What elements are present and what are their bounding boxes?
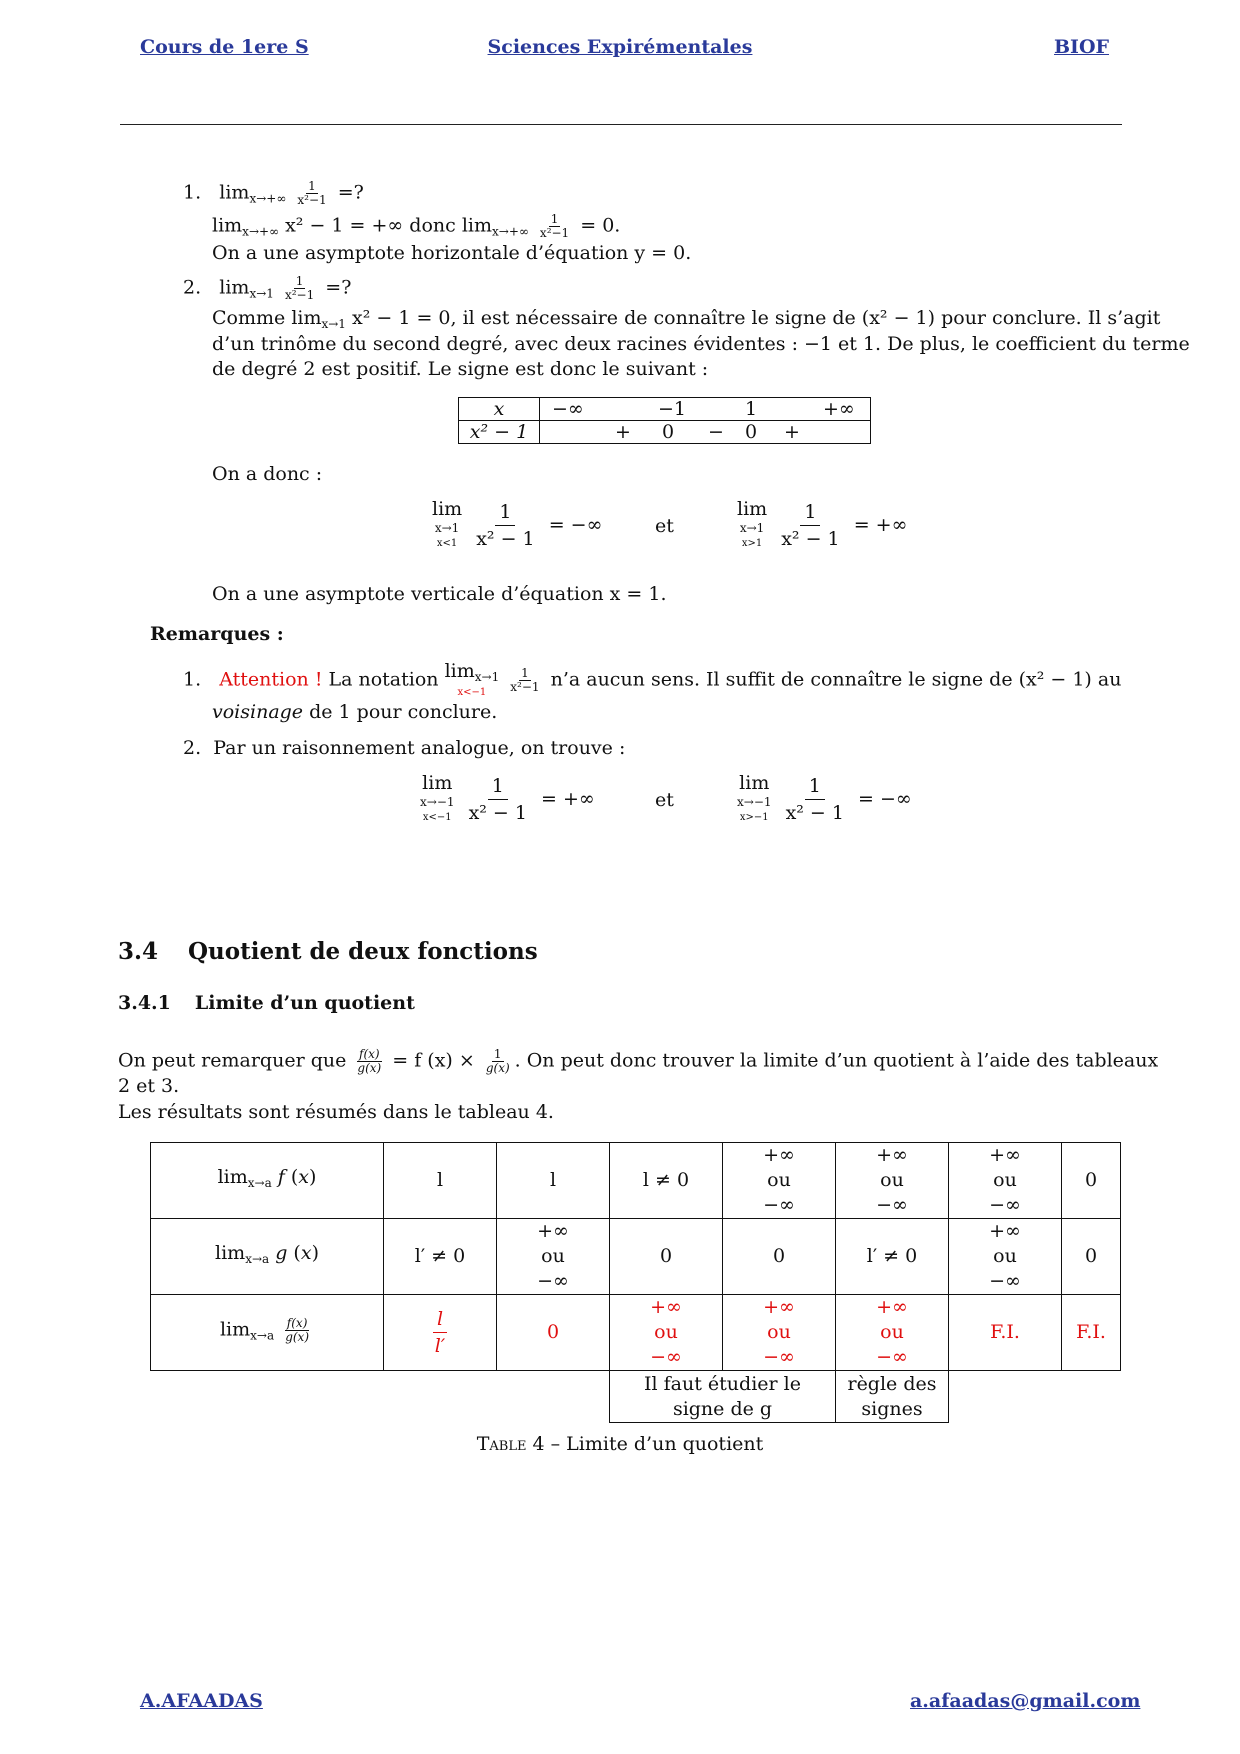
cell-line: +∞ [763, 1296, 795, 1318]
cell-line: ou [541, 1245, 565, 1267]
table-cell [610, 1295, 723, 1371]
limit-right-1: lim x→1 x>1 $\frac{1}{\text{x² − 1}}$ = +∞ [737, 498, 908, 550]
cell-line: −∞ [763, 1346, 795, 1368]
section-paragraph-1: On peut remarquer que $\frac{f(x)}{g(x)}$ = f (x) × $\frac{1}{g(x)}$ . On peut donc trouver la limite d’un quotient à l’aide des tableaux [118, 1047, 1159, 1075]
header-course[interactable]: Cours de 1ere S [140, 36, 309, 58]
on-a-donc: On a donc : [212, 463, 323, 485]
table-cell [384, 1295, 497, 1371]
table-cell [836, 1295, 949, 1371]
cell-line: règle des [847, 1372, 937, 1395]
row-label-f: $\lim_{x\to a} f$ (x) [151, 1143, 384, 1219]
item-1-asymptote: On a une asymptote horizontale d’équation y = 0. [212, 242, 692, 264]
item-2: 2. $\lim_{x\to 1}$ $\frac{1}{\text{x²−1}}$ =? [183, 274, 352, 302]
quotient-table [150, 1142, 1121, 1423]
item-2-line-3: de degré 2 est positif. Le signe est donc le suivant : [212, 358, 709, 380]
cell-line: +∞ [989, 1144, 1021, 1166]
cell-line: l′ ≠ 0 [866, 1245, 918, 1267]
cell-line: F.I. [990, 1321, 1020, 1343]
subsection-heading: 3.4.1 Limite d’un quotient [118, 992, 415, 1014]
cell-line: −∞ [763, 1194, 795, 1216]
cell-line: l [436, 1169, 444, 1191]
note-study-sign [610, 1371, 836, 1423]
et-1: et [655, 515, 674, 537]
item-2-line-2: d’un trinôme du second degré, avec deux racines évidentes : −1 et 1. De plus, le coefficient du terme [212, 333, 1190, 355]
cell-line: ou [654, 1321, 678, 1343]
cell-line: +∞ [763, 1144, 795, 1166]
footer-email[interactable]: a.afaadas@gmail.com [910, 1690, 1141, 1712]
table-cell [384, 1143, 497, 1219]
remark-2: 2. Par un raisonnement analogue, on trouve : [183, 737, 626, 759]
remark-1: 1. Attention ! La notation $\lim_{x\to 1}$ x<−1 $\frac{1}{\text{x²−1}}$ n’a aucun sens. Il suffit de connaître le signe de (x² − 1) au [183, 660, 1122, 698]
remarks-title: Remarques : [150, 623, 284, 645]
table-caption: Table 4 – Limite d’un quotient [476, 1433, 764, 1455]
cell-line: ou [880, 1169, 904, 1191]
cell-line: 0 [546, 1321, 560, 1343]
table-cell [723, 1219, 836, 1295]
item-1-line-2: $\lim_{x\to+\infty} x^2 - 1$ = +∞ donc $\lim_{x\to+\infty}$ $\frac{1}{\text{x²−1}}$ = 0. [212, 212, 621, 240]
asymptote-vertical: On a une asymptote verticale d’équation x = 1. [212, 583, 667, 605]
note-sign-rule [836, 1371, 949, 1423]
cell-line: +∞ [650, 1296, 682, 1318]
limit-left-1: lim x→1 x<1 $\frac{1}{\text{x² − 1}}$ = −∞ [432, 498, 603, 550]
cell-line: signes [861, 1397, 923, 1420]
header-biof[interactable]: BIOF [1054, 36, 1109, 58]
cell-line: Il faut étudier le [644, 1372, 801, 1395]
cell-line: −∞ [989, 1270, 1021, 1292]
cell-line: 0 [659, 1245, 673, 1267]
item-2-line-1: Comme $\lim_{x\to 1} x^2 - 1 = 0$, il est nécessaire de connaître le signe de (x² − 1) pour conclure. Il s’agit [212, 307, 1161, 331]
cell-line: F.I. [1076, 1321, 1106, 1343]
section-paragraph-1b: 2 et 3. [118, 1075, 180, 1097]
remark-1-line-2: voisinage de 1 pour conclure. [212, 701, 498, 723]
cell-line: −∞ [989, 1194, 1021, 1216]
cell-line: ou [993, 1245, 1017, 1267]
table-cell [949, 1219, 1062, 1295]
attention-label: Attention ! [219, 668, 323, 691]
cell-line: 0 [1084, 1169, 1098, 1191]
header-rule [120, 124, 1122, 125]
cell-line: ou [767, 1321, 791, 1343]
table-cell [1062, 1143, 1121, 1219]
cell-line: +∞ [876, 1144, 908, 1166]
cell-line: +∞ [989, 1220, 1021, 1242]
frac: $\frac{1}{\text{x²−1}}$ [297, 179, 327, 207]
table-cell [949, 1143, 1062, 1219]
cell-line: ou [993, 1169, 1017, 1191]
table-cell [610, 1143, 723, 1219]
cell-line: −∞ [876, 1194, 908, 1216]
table-cell [497, 1143, 610, 1219]
header-subject-text[interactable]: Sciences Expirémentales [487, 36, 753, 58]
cell-line: −∞ [537, 1270, 569, 1292]
et-2: et [655, 789, 674, 811]
cell-line: −∞ [876, 1346, 908, 1368]
table-cell [723, 1143, 836, 1219]
table-cell [384, 1219, 497, 1295]
cell-line: 0 [1084, 1245, 1098, 1267]
cell-line: −∞ [650, 1346, 682, 1368]
table-cell [1062, 1295, 1121, 1371]
table-cell [836, 1143, 949, 1219]
table-cell [949, 1295, 1062, 1371]
table-cell [497, 1219, 610, 1295]
cell-line: +∞ [537, 1220, 569, 1242]
table-cell [1062, 1219, 1121, 1295]
cell-line: l′ ≠ 0 [414, 1245, 466, 1267]
table-cell [610, 1219, 723, 1295]
section-paragraph-2: Les résultats sont résumés dans le tableau 4. [118, 1101, 554, 1123]
cell-line: ou [767, 1169, 791, 1191]
cell-fraction: $\frac{l}{l'}$ [434, 1308, 446, 1357]
table-cell [723, 1295, 836, 1371]
cell-line: ou [880, 1321, 904, 1343]
footer-author[interactable]: A.AFAADAS [140, 1690, 263, 1712]
cell-line: l [549, 1169, 557, 1191]
table-cell [497, 1295, 610, 1371]
limit-left-2: lim x→−1 x<−1 $\frac{1}{\text{x² − 1}}$ = +∞ [420, 772, 595, 824]
cell-line: signe de g [672, 1397, 773, 1420]
section-heading: 3.4 Quotient de deux fonctions [118, 938, 538, 965]
limit-right-2: lim x→−1 x>−1 $\frac{1}{\text{x² − 1}}$ = −∞ [737, 772, 912, 824]
table-cell [836, 1219, 949, 1295]
row-label-g: $\lim_{x\to a} g$ (x) [151, 1219, 384, 1295]
cell-line: +∞ [876, 1296, 908, 1318]
sign-table: x −∞ −1 1 +∞ x² − 1 + 0 − 0 + [458, 397, 871, 444]
cell-line: l ≠ 0 [642, 1169, 690, 1191]
cell-line: 0 [772, 1245, 786, 1267]
row-label-quotient: $\lim_{x\to a}$ $\frac{f(x)}{g(x)}$ [151, 1295, 384, 1371]
item-1: 1. $\lim_{x\to+\infty}$ $\frac{1}{\text{x²−1}}$ =? [183, 179, 364, 207]
